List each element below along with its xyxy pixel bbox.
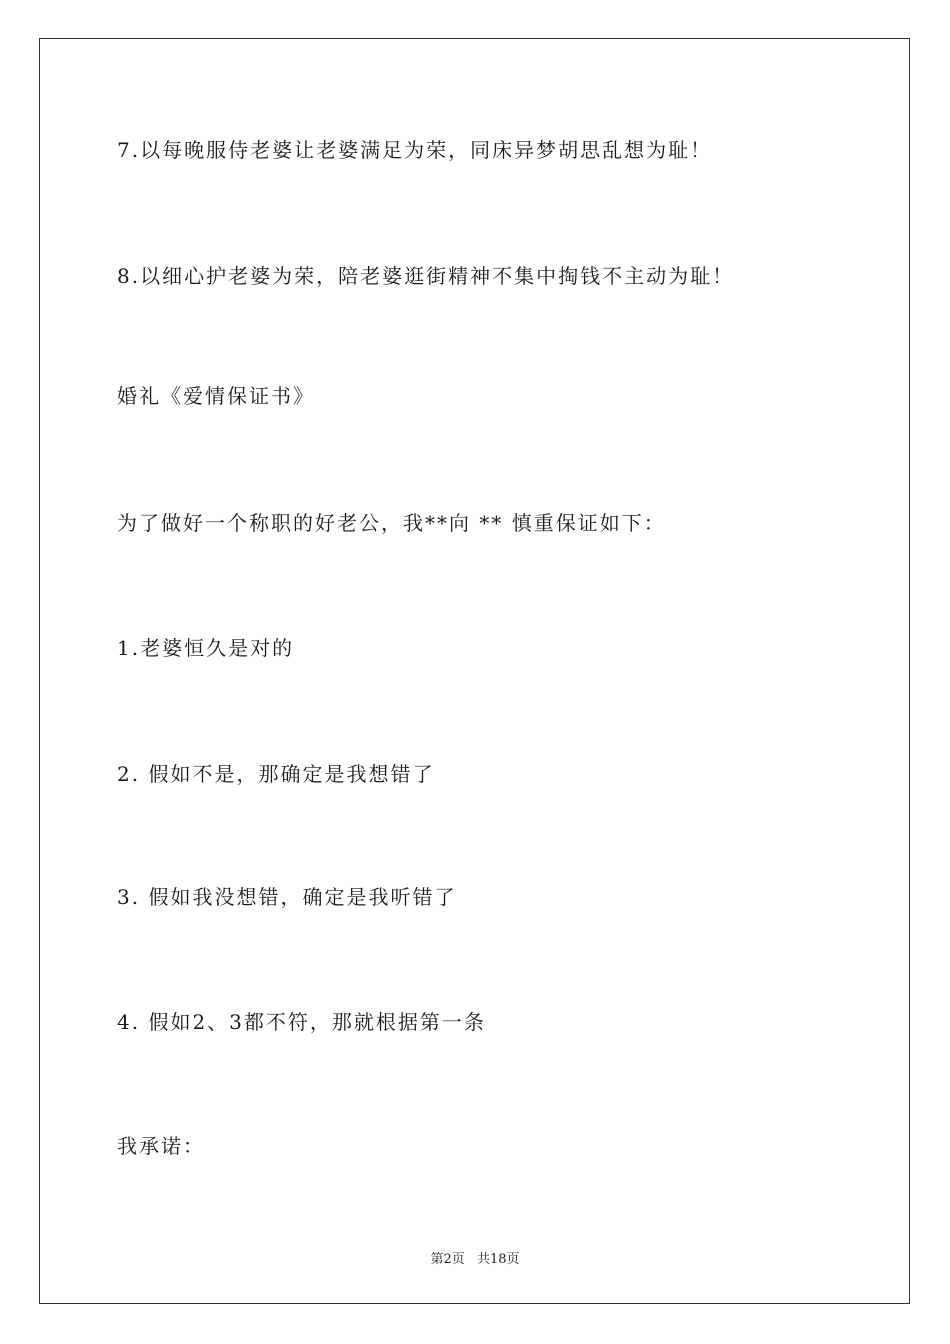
section-title: 婚礼《爱情保证书》	[117, 384, 315, 408]
list-item-3: 3. 假如我没想错，确定是我听错了	[117, 885, 457, 909]
paragraph-rule-8: 8.以细心护老婆为荣，陪老婆逛街精神不集中掏钱不主动为耻！	[117, 264, 735, 288]
paragraph-rule-7: 7.以每晚服侍老婆让老婆满足为荣，同床异梦胡思乱想为耻！	[117, 138, 713, 162]
page-number: 第2页	[430, 1252, 465, 1267]
page-footer	[0, 1248, 950, 1267]
page-total: 共18页	[476, 1252, 520, 1267]
paragraph-intro: 为了做好一个称职的好老公，我**向 ** 慎重保证如下：	[117, 511, 666, 535]
list-item-1: 1.老婆恒久是对的	[117, 636, 295, 660]
page-frame	[39, 38, 910, 1304]
list-item-4: 4. 假如2、3都不符，那就根据第一条	[117, 1010, 486, 1034]
list-item-2: 2. 假如不是，那确定是我想错了	[117, 762, 435, 786]
paragraph-promise: 我承诺：	[117, 1134, 205, 1158]
